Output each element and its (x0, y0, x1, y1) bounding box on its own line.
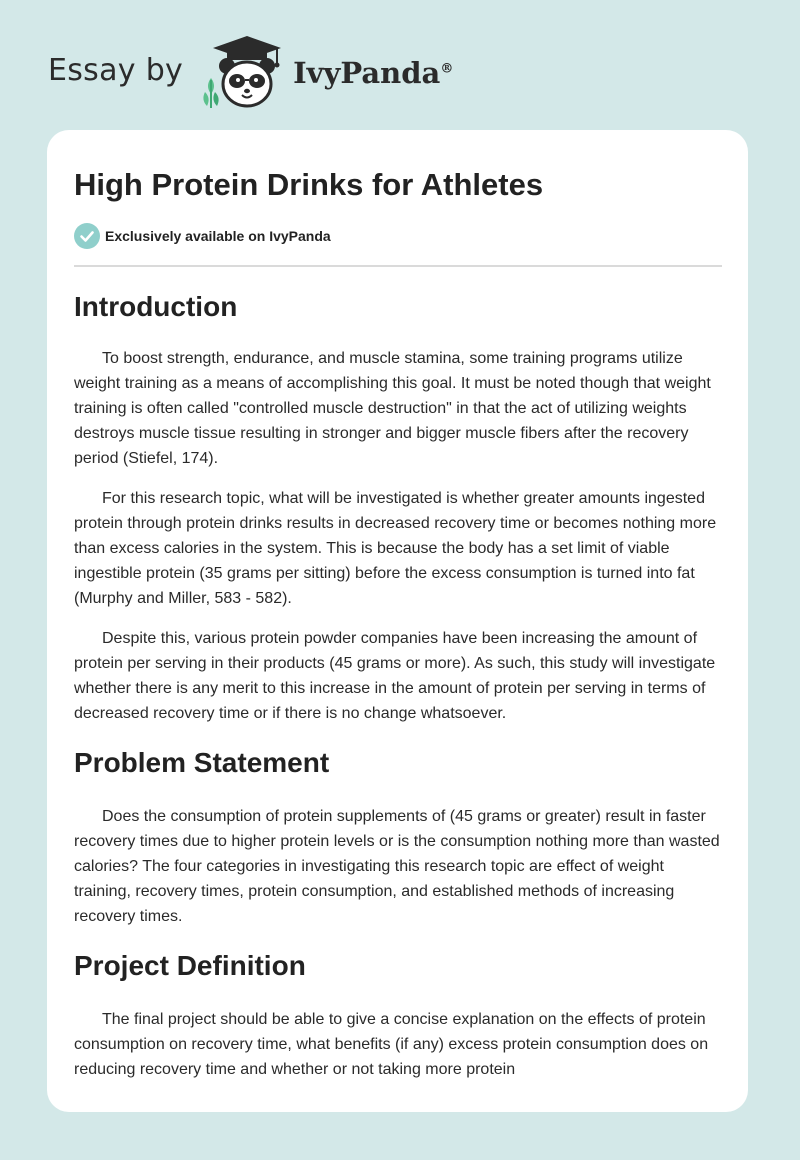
brand-prefix: Essay by (48, 52, 184, 88)
check-circle-icon (74, 223, 100, 249)
article-card (47, 130, 748, 1112)
section-introduction (74, 290, 722, 726)
brand-name[interactable] (293, 56, 453, 90)
paragraph: To boost strength, endurance, and muscle stamina, some training programs utilize weight training as a means of accomplishing this goal. It must be noted though that weight training is often called "controlled muscle destruction" in that the act of utilizing weights destroys muscle tissue resulting in stronger and bigger muscle fibers after the recovery period (Stiefel, 174). (74, 350, 711, 467)
title-divider (74, 265, 722, 267)
registered-mark: ® (440, 61, 454, 77)
site-header (48, 34, 453, 110)
section-heading: Problem Statement (74, 747, 330, 778)
brand-name-text[interactable]: IvyPanda (293, 56, 441, 90)
paragraph: The final project should be able to give a concise explanation on the effects of protein consumption on recovery time, what benefits (if any) excess protein consumption does on reducing recovery time and whether or not taking more protein (74, 1011, 709, 1078)
exclusive-badge-text: Exclusively available on IvyPanda (105, 228, 331, 244)
section-heading: Introduction (74, 291, 238, 322)
paragraph: For this research topic, what will be investigated is whether greater amounts ingested protein through protein drinks results in decreased recovery time or becomes nothing more than excess calories in the system. This is because the body has a set limit of viable ingestible protein (35 grams per sitting) before the excess consumption is turned into fat (Murphy and Miller, 583 - 582). (74, 490, 717, 607)
paragraph: Does the consumption of protein supplements of (45 grams or greater) result in faster recovery times due to higher protein levels or is the consumption nothing more than wasted calories? The four categories in investigating this research topic are effect of weight training, recovery times, protein consumption, and established methods of increasing recovery times. (74, 808, 720, 925)
section-heading: Project Definition (74, 950, 306, 981)
exclusive-badge (74, 223, 722, 249)
section-problem-statement (74, 746, 722, 929)
paragraph: Despite this, various protein powder companies have been increasing the amount of protein per serving in their products (45 grams or more). As such, this study will investigate whether there is any merit to this increase in the amount of protein per serving in terms of decreased recovery time or if there is no change whatsoever. (74, 630, 716, 722)
section-project-definition (74, 949, 722, 1082)
panda-logo-icon[interactable] (197, 34, 289, 110)
article-title: High Protein Drinks for Athletes (74, 167, 544, 202)
